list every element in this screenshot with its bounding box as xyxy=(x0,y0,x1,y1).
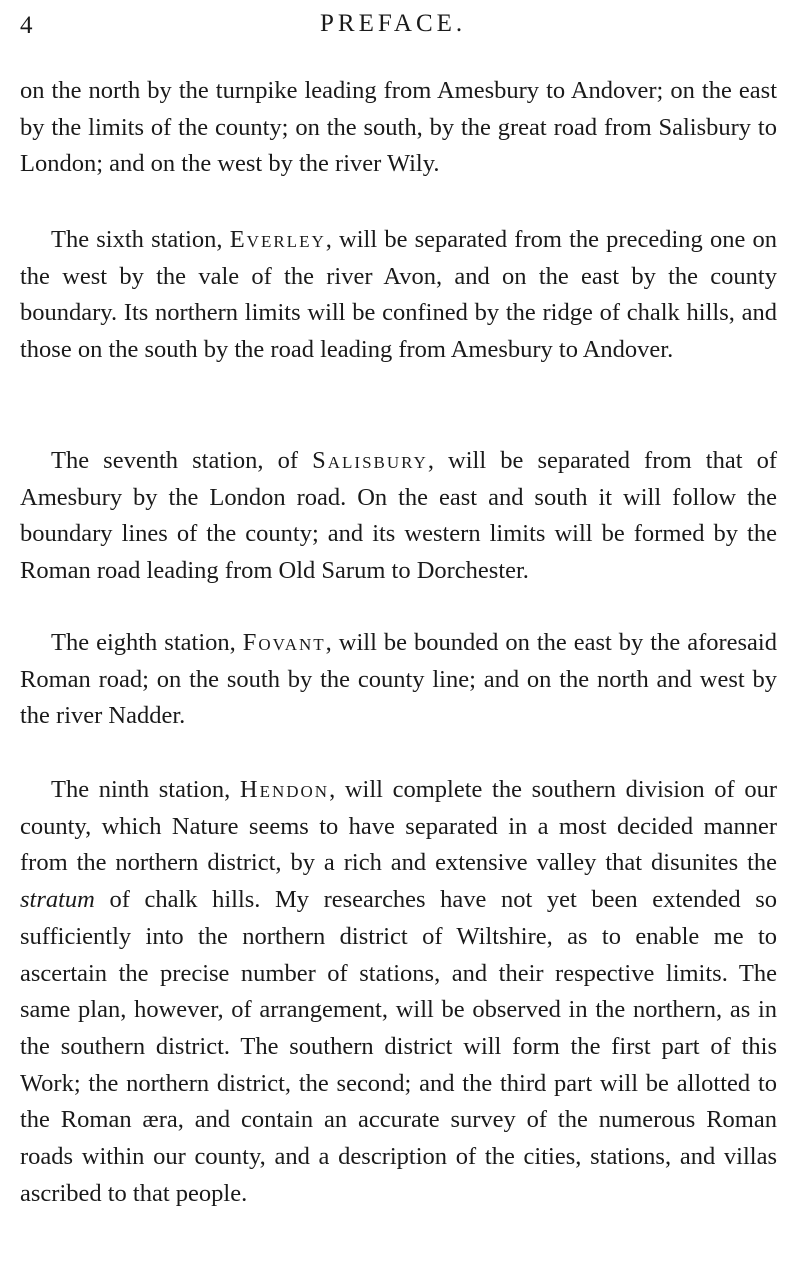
paragraph-eighth-station xyxy=(20,625,777,735)
paragraph-text: The sixth station, xyxy=(51,226,230,253)
paragraph-text: , will be separated from that of Amesbury by the London road. On the east and south it will follow the boundary lines of the county; and its western limits will be formed by the Roman road leading from Old Sarum to Dorchester. xyxy=(20,447,777,585)
paragraph-text: of chalk hills. My researches have not yet been extended so sufficiently into the northern district of Wiltshire, as to enable me to ascertain the precise number of stations, and their respective limits. The same plan, however, of arrangement, will be observed in the northern, as in the southern district. The southern district will form the first part of this Work; the northern district, the second; and the third part will be allotted to the Roman æra, and contain an accurate survey of the numerous Roman roads within our county, and a description of the cities, stations, and villas ascribed to that people. xyxy=(20,886,777,1207)
paragraph-ninth-station xyxy=(20,772,777,1212)
station-name: Salisbury xyxy=(312,447,428,474)
paragraph-text: The eighth station, xyxy=(51,629,243,656)
paragraph-text: , will be bounded on the east by the aforesaid Roman road; on the south by the county line; and on the north and west by the river Nadder. xyxy=(20,629,777,730)
station-name: Fovant xyxy=(242,629,326,656)
italic-term: stratum xyxy=(20,886,95,914)
station-name: Everley xyxy=(229,226,326,253)
paragraph-sixth-station xyxy=(20,222,777,369)
paragraph-text: , will be separated from the preceding one on the west by the vale of the river Avon, and on the east by the county boundary. Its northern limits will be confined by the ridge of chalk hills, and those on the south by the road leading from Amesbury to Andover. xyxy=(20,226,777,364)
page-header xyxy=(20,8,780,44)
station-name: Hendon xyxy=(239,776,330,803)
paragraph-text: The seventh station, of xyxy=(51,447,313,474)
page-number: 4 xyxy=(20,12,33,39)
running-head: PREFACE. xyxy=(320,10,467,37)
paragraph-text: , will complete the southern division of our county, which Nature seems to have separated in a most decided manner from the northern district, by a rich and extensive valley that disunites the xyxy=(20,776,777,877)
paragraph-text: on the north by the turnpike leading from Amesbury to Andover; on the east by the limits of the county; on the south, by the great road from Salisbury to London; and on the west by the river Wily. xyxy=(20,77,777,178)
paragraph-text: The ninth station, xyxy=(51,776,240,803)
paragraph-continuation xyxy=(20,73,777,183)
paragraph-seventh-station xyxy=(20,443,777,590)
